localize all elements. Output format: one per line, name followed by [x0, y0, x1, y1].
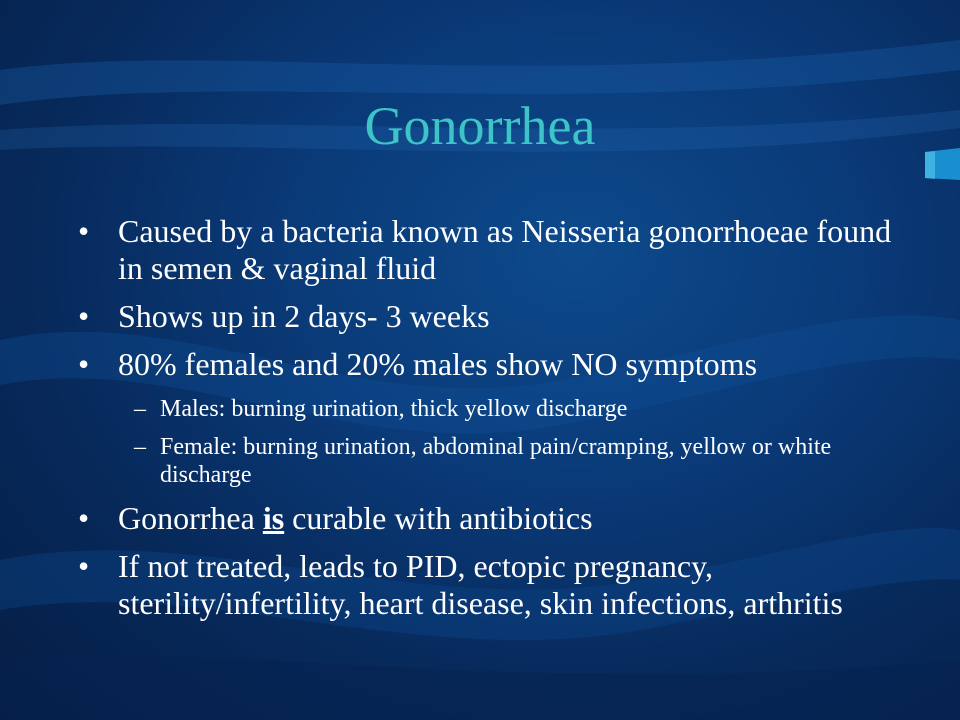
sub-bullet-marker: –	[134, 396, 146, 422]
bullet-text: If not treated, leads to PID, ectopic pregnancy, sterility/infertility, heart disease, skin infections, arthritis	[118, 548, 843, 621]
bullet-marker: •	[78, 500, 90, 536]
sub-bullet-text: Males: burning urination, thick yellow discharge	[160, 396, 628, 422]
bullet-text: Caused by a bacteria known as Neisseria gonorrhoeae found in semen & vaginal fluid	[118, 213, 892, 286]
sub-bullet-item	[78, 433, 898, 489]
slide-title: Gonorrhea	[364, 96, 596, 156]
bullet-text-start: Gonorrhea	[118, 500, 263, 536]
bullet-text-end: curable with antibiotics	[284, 500, 593, 536]
bullet-item	[78, 213, 898, 287]
sub-bullet-item	[78, 395, 898, 423]
bullet-marker: •	[78, 346, 90, 382]
bullet-item	[78, 346, 898, 489]
bullet-list	[78, 213, 898, 633]
bullet-text: 80% females and 20% males show NO symptoms	[118, 346, 758, 382]
sub-bullet-text: Female: burning urination, abdominal pain/cramping, yellow or white discharge	[160, 434, 832, 488]
bullet-marker: •	[78, 548, 90, 584]
bullet-item	[78, 548, 898, 622]
sub-bullet-marker: –	[134, 434, 146, 460]
bullet-item	[78, 500, 898, 537]
emphasis-text: is	[262, 500, 285, 536]
bullet-marker: •	[78, 298, 90, 334]
sub-bullet-list	[118, 395, 898, 489]
bullet-marker: •	[78, 213, 90, 249]
bullet-item	[78, 298, 898, 335]
bullet-text: Shows up in 2 days- 3 weeks	[118, 298, 490, 334]
